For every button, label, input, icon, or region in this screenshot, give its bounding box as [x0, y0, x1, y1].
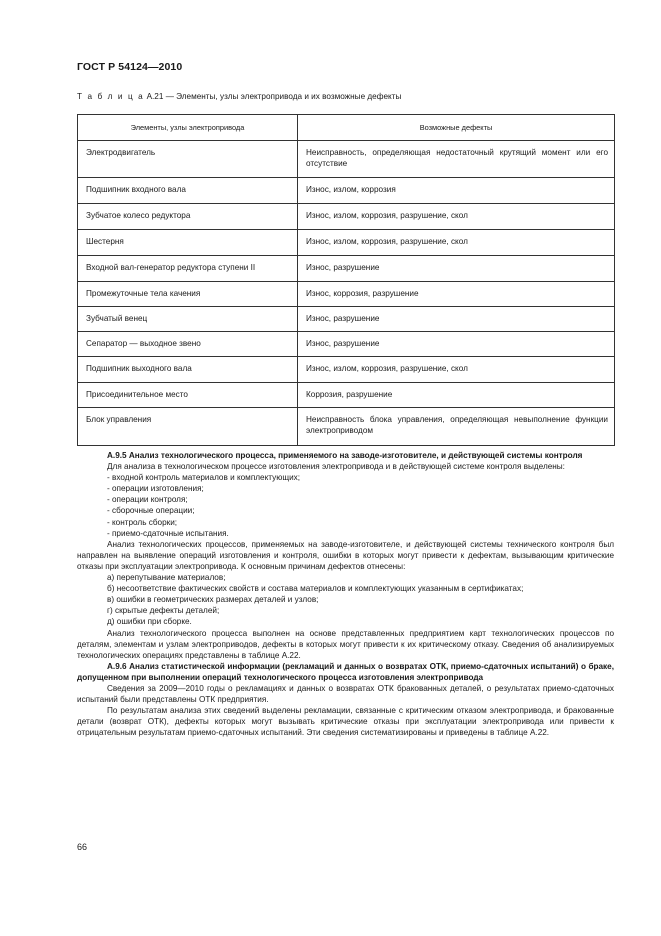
defects-table [77, 114, 615, 446]
list-item: а) перепутывание материалов; [107, 573, 226, 583]
element-cell: Присоединительное место [78, 383, 298, 408]
table-header-row [78, 115, 615, 141]
standard-header: ГОСТ Р 54124—2010 [77, 61, 183, 73]
table-row [78, 357, 615, 383]
defects-cell: Износ, излом, коррозия, разрушение, скол [298, 230, 615, 256]
element-cell: Входной вал-генератор редуктора ступени II [78, 256, 298, 282]
defects-cell: Неисправность, определяющая недостаточный крутящий момент или его отсутствие [298, 141, 615, 178]
controls-list [77, 472, 614, 539]
page-number: 66 [77, 842, 88, 852]
table-caption [77, 92, 401, 101]
element-cell: Зубчатый венец [78, 307, 298, 332]
defects-cell: Износ, излом, коррозия [298, 178, 615, 204]
element-cell: Шестерня [78, 230, 298, 256]
table-row [78, 204, 615, 230]
defects-cell: Износ, коррозия, разрушение [298, 282, 615, 307]
column-header-elements: Элементы, узлы электропривода [78, 115, 298, 141]
table-row [78, 141, 615, 178]
defects-cell: Неисправность блока управления, определяющая невыполнение функции электроприводом [298, 408, 615, 446]
element-cell: Блок управления [78, 408, 298, 446]
element-cell: Промежуточные тела качения [78, 282, 298, 307]
element-cell: Сепаратор — выходное звено [78, 332, 298, 357]
list-item: - сборочные операции; [107, 506, 195, 516]
element-cell: Подшипник выходного вала [78, 357, 298, 383]
element-cell: Зубчатое колесо редуктора [78, 204, 298, 230]
list-item: - приемо-сдаточные испытания. [107, 528, 229, 538]
defects-cell: Износ, разрушение [298, 256, 615, 282]
defects-cell: Износ, разрушение [298, 307, 615, 332]
paragraph: Для анализа в технологическом процессе изготовления электропривода и в действующей системе контроля выделены: [107, 462, 565, 472]
table-row [78, 332, 615, 357]
element-cell: Электродвигатель [78, 141, 298, 178]
column-header-defects: Возможные дефекты [298, 115, 615, 141]
list-item: - входной контроль материалов и комплектующих; [107, 473, 301, 483]
table-row [78, 282, 615, 307]
defects-cell: Износ, излом, коррозия, разрушение, скол [298, 204, 615, 230]
table-row [78, 408, 615, 446]
defects-cell: Износ, разрушение [298, 332, 615, 357]
list-item: - операции контроля; [107, 495, 188, 505]
list-item: - контроль сборки; [107, 517, 178, 527]
paragraph: По результатам анализа этих сведений выделены рекламации, связанные с критическим отказом электропривода, и бракованные детали (возврат ОТК), дефекты которых могут вызывать критические отказы при эксплуатации электропривода или привести к отрицательным результатам приемо-сдаточных испытаний. Эти сведения систематизированы и приведены в таблице А.22. [77, 706, 614, 738]
table-row [78, 383, 615, 408]
list-item: д) ошибки при сборке. [107, 617, 192, 627]
section-heading-a95: А.9.5 Анализ технологического процесса, применяемого на заводе-изготовителе, и действующей системы контроля [107, 451, 583, 460]
table-row [78, 178, 615, 204]
list-item: в) ошибки в геометрических размерах деталей и узлов; [107, 595, 319, 605]
body-text [77, 450, 614, 738]
table-row [78, 256, 615, 282]
table-caption-label: Т а б л и ц а [77, 92, 145, 101]
causes-list [77, 572, 614, 627]
list-item: г) скрытые дефекты деталей; [107, 606, 220, 616]
paragraph: Анализ технологического процесса выполнен на основе представленных предприятием карт технологических процессов по деталям, элементам и узлам электроприводов, дефекты в которых могут привести к их критическому отказу. Сведения об анализируемых технологических операциях представлены в таблице А.22. [77, 628, 614, 660]
paragraph: Анализ технологических процессов, применяемых на заводе-изготовителе, и действующей системы технического контроля был направлен на выявление операций изготовления и контроля, ошибки в которых могут привести к дефектам, вызывающим критические отказы при эксплуатации электропривода. К основным причинам дефектов отнесены: [77, 539, 614, 571]
table-row [78, 230, 615, 256]
section-heading-a96: А.9.6 Анализ статистической информации (рекламаций и данных о возвратах ОТК, приемо-сдаточных испытаний) о браке, допущенном при выполнении операций технологического процесса изготовления электропривода [77, 661, 614, 682]
table-caption-title: А.21 — Элементы, узлы электропривода и их возможные дефекты [144, 92, 402, 101]
defects-cell: Износ, излом, коррозия, разрушение, скол [298, 357, 615, 383]
element-cell: Подшипник входного вала [78, 178, 298, 204]
list-item: б) несоответствие фактических свойств и состава материалов и комплектующих указанным в сертификатах; [107, 584, 524, 594]
table-row [78, 307, 615, 332]
defects-cell: Коррозия, разрушение [298, 383, 615, 408]
paragraph: Сведения за 2009—2010 годы о рекламациях и данных о возвратах ОТК бракованных деталей, о результатах приемо-сдаточных испытаний были представлены ОТК предприятия. [77, 683, 614, 705]
list-item: - операции изготовления; [107, 484, 204, 494]
